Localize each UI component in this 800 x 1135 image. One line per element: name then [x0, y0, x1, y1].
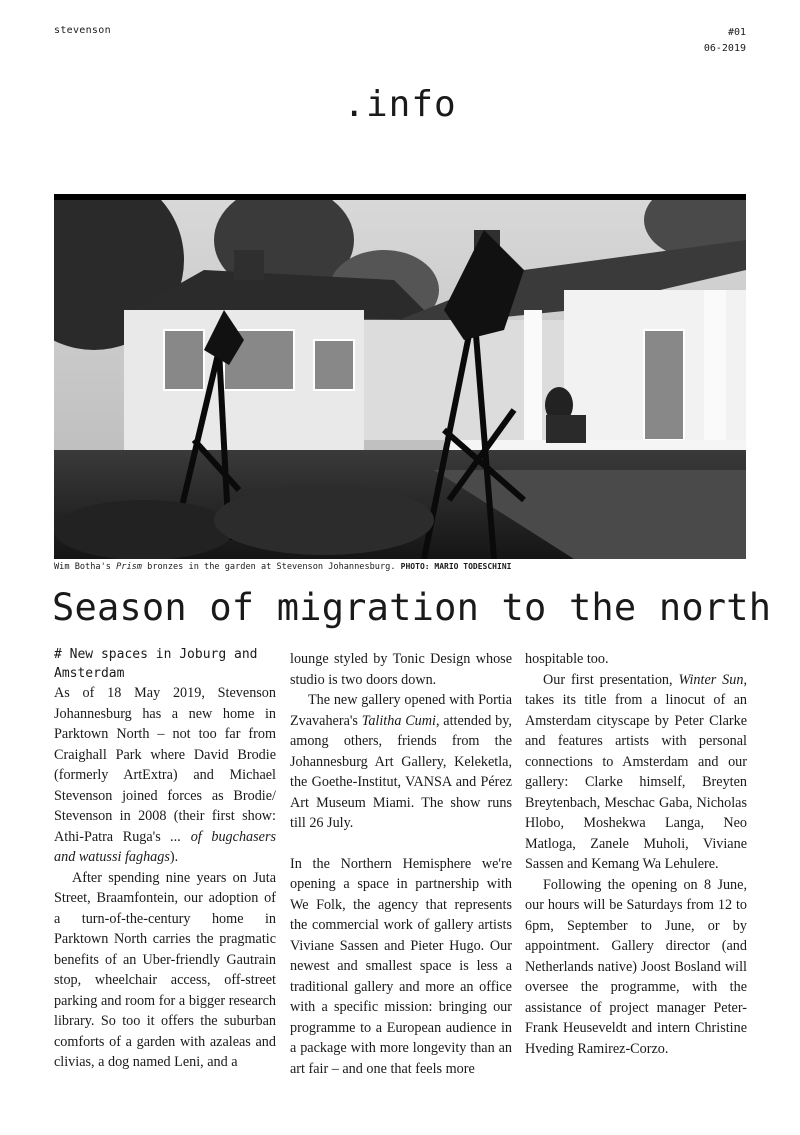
- brand-name: stevenson: [54, 25, 111, 36]
- paragraph-3: The new gallery opened with Portia Zvavahera's Talitha Cumi, attended by, among others, friends from the Johannesburg Art Gallery, Keleketla, the Goethe-Institut, VANSA and Pérez Art Museum Miami. The show runs till 26 July.: [290, 692, 512, 831]
- issue-number: #01: [727, 27, 746, 38]
- article-column-1: [54, 645, 276, 1073]
- article-column-3: [525, 649, 747, 1059]
- issue-info: [704, 25, 746, 57]
- paragraph-2: After spending nine years on Juta Street, Braamfontein, our adoption of a turn-of-the-century home in Parktown North carries the pragmatic benefits of an Uber-friendly Gautrain stop, wheelchair access, off-street parking and room for a bigger research library. So too it offers the suburban comforts of a garden with azaleas and clivias, a dog named Leni, and a: [54, 869, 276, 1070]
- issue-date: 06-2019: [703, 43, 746, 54]
- caption-artwork-title: Prism: [116, 562, 142, 572]
- caption-text-post: bronzes in the garden at Stevenson Johannesburg.: [141, 562, 401, 572]
- paragraph-4: In the Northern Hemisphere we're opening a space in partnership with We Folk, the agency that represents the commercial work of gallery artists Viviane Sassen and Pieter Hugo. Our newest and smallest space is less a traditional gallery and more an office with a specific mission: bringing our programme to a European audience in a package with more longevity than an art fair – and one that feels more: [290, 855, 512, 1077]
- article-subhead: # New spaces in Joburg and Amsterdam: [54, 647, 258, 681]
- feature-photo: [54, 194, 746, 559]
- paragraph-1: As of 18 May 2019, Stevenson Johannesburg has a new home in Parktown North – not too far from Craighall Park where David Brodie (formerly ArtExtra) and Michael Stevenson joined forces as Brodie/ Stevenson in 2008 (their first show: Athi-Patra Ruga's ... of bugchasers and watussi faghags).: [54, 685, 276, 865]
- paragraph-5: Our first presentation, Winter Sun, takes its title from a linocut of an Amsterdam cityscape by Peter Clarke and features artists with personal connections to Amsterdam and our gallery: Clarke himself, Breyten Breytenbach, Meschac Gaba, Nicholas Hlobo, Moshekwa Langa, Neo Matloga, Zanele Muholi, Viviane Sassen and Kemang Wa Lehulere.: [525, 671, 747, 872]
- photo-caption: [54, 562, 511, 572]
- photo-credit: PHOTO: MARIO TODESCHINI: [400, 562, 512, 571]
- article-column-2: [290, 649, 512, 1079]
- caption-text-pre: Wim Botha's: [54, 562, 117, 572]
- article-headline: Season of migration to the north: [52, 586, 772, 629]
- paragraph-continued: hospitable too.: [525, 651, 609, 667]
- paragraph-continued: lounge styled by Tonic Design whose studio is two doors down.: [290, 651, 512, 688]
- publication-title: .info: [343, 84, 457, 125]
- gallery-garden-photo: [54, 200, 746, 559]
- paragraph-6: Following the opening on 8 June, our hours will be Saturdays from 12 to 6pm, September to June, or by appointment. Gallery director (and Netherlands native) Joost Bosland will oversee the programme, with the assistance of project manager Peter-Frank Heuseveldt and intern Christine Hveding Ramirez-Corzo.: [525, 876, 747, 1057]
